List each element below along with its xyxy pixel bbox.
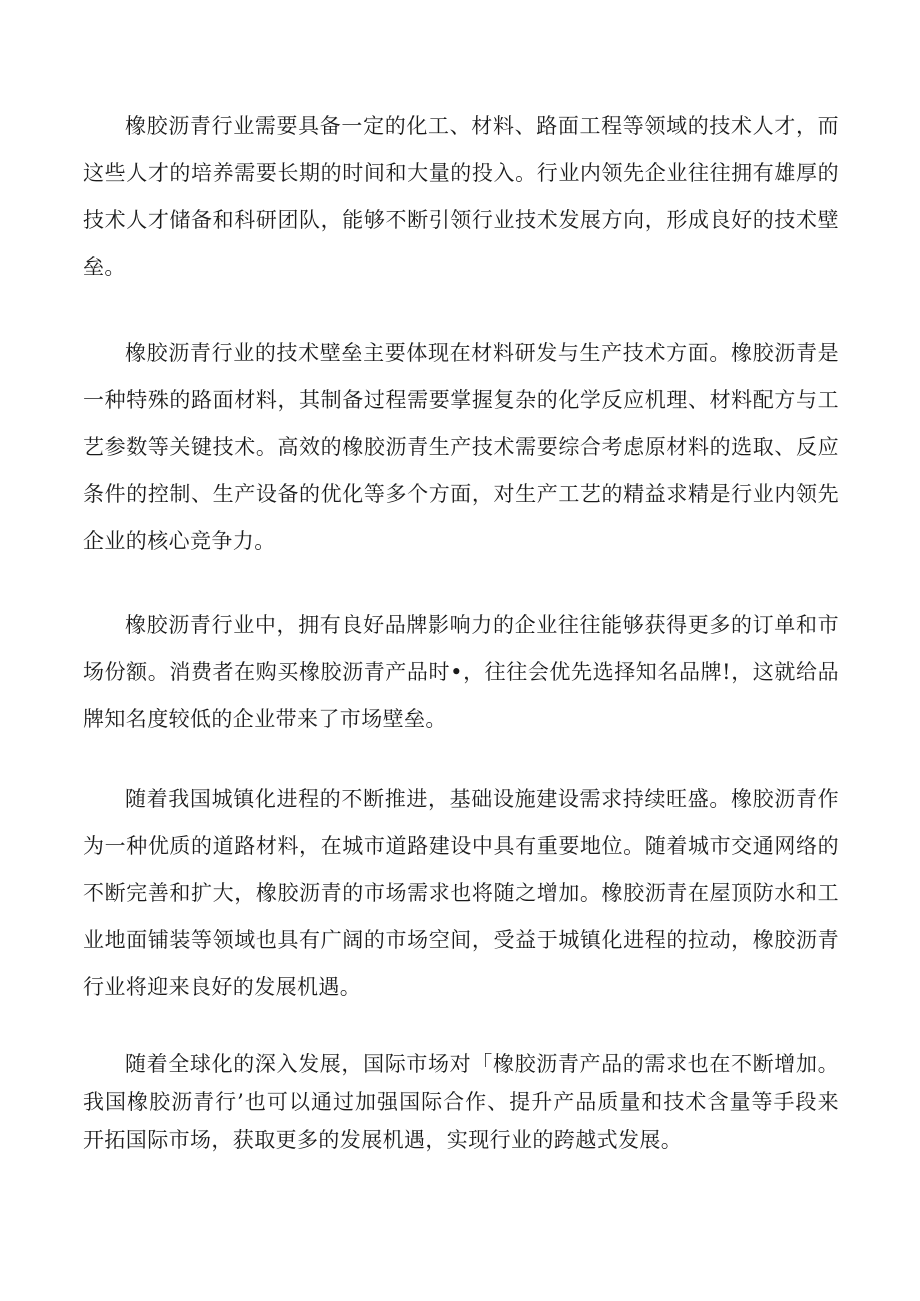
paragraph-technical-talent: 橡胶沥青行业需要具备一定的化工、材料、路面工程等领域的技术人才，而这些人才的培养需要长期的时间和大量的投入。行业内领先企业往往拥有雄厚的技术人才储备和科研团队，能够不断引领行业技术发展方向，形成良好的技术壁垒。 [83,114,839,279]
paragraph-globalization: 随着全球化的深入发展，国际市场对「橡胶沥青产品的需求也在不断增加。我国橡胶沥青行’也可以通过加强国际合作、提升产品质量和技术含量等手段来开拓国际市场，获取更多的发展机遇，实现行业的跨越式发展。 [83,1052,839,1152]
paragraph-brand-influence: 橡胶沥青行业中，拥有良好品牌影响力的企业往往能够获得更多的订单和市场份额。消费者在购买橡胶沥青产品时•，往往会优先选择知名品牌!，这就给品牌知名度较低的企业带来了市场壁垒。 [83,613,839,731]
paragraph-technical-barriers: 橡胶沥青行业的技术壁垒主要体现在材料研发与生产技术方面。橡胶沥青是一种特殊的路面材料，其制备过程需要掌握复杂的化学反应机理、材料配方与工艺参数等关键技术。高效的橡胶沥青生产技术需要综合考虑原材料的选取、反应条件的控制、生产设备的优化等多个方面，对生产工艺的精益求精是行业内领先企业的核心竞争力。 [83,341,839,553]
paragraph-urbanization: 随着我国城镇化进程的不断推进，基础设施建设需求持续旺盛。橡胶沥青作为一种优质的道路材料，在城市道路建设中具有重要地位。随着城市交通网络的不断完善和扩大，橡胶沥青的市场需求也将随之增加。橡胶沥青在屋顶防水和工业地面铺装等领域也具有广阔的市场空间，受益于城镇化进程的拉动，橡胶沥青行业将迎来良好的发展机遇。 [83,787,839,999]
